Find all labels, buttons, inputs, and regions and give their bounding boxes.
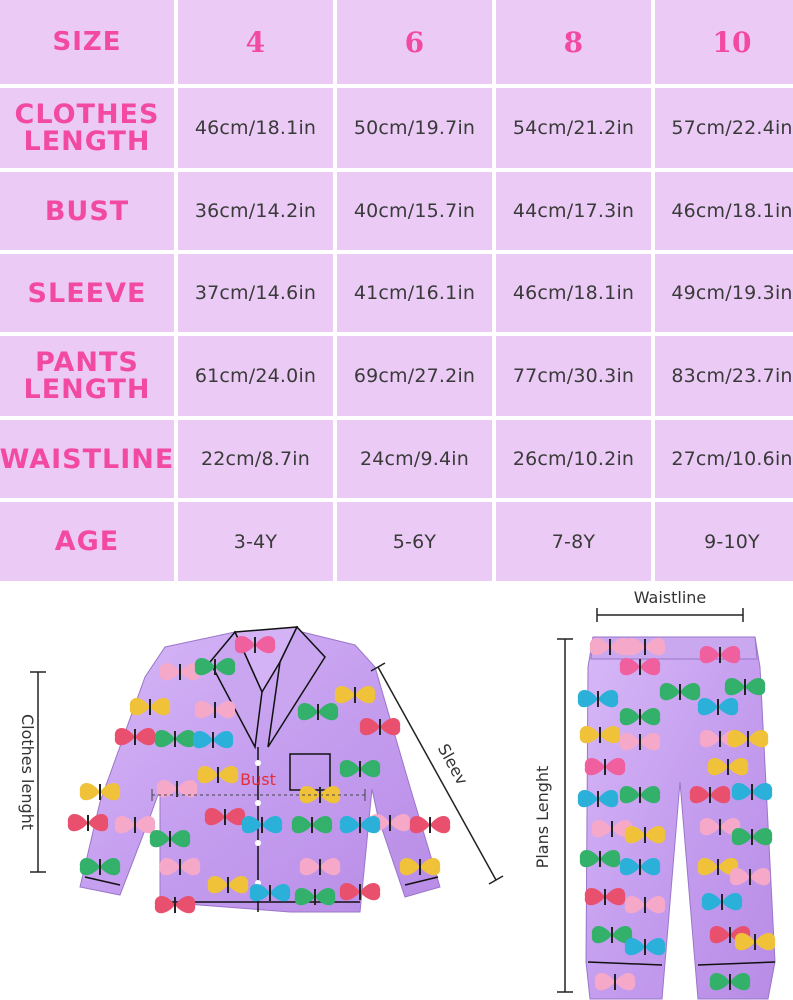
table-cell: [655, 420, 793, 498]
table-cell-text: 49cm/19.3in: [671, 282, 793, 304]
table-cell: [496, 172, 651, 250]
row-label-waistline-text: WAISTLINE: [0, 443, 175, 475]
row-label-sleeve-text: SLEEVE: [27, 277, 147, 309]
table-cell: [655, 254, 793, 332]
table-cell: [337, 172, 492, 250]
table-cell-text: 26cm/10.2in: [512, 448, 635, 470]
size-header-label-text: SIZE: [52, 26, 122, 57]
table-cell-text: 61cm/24.0in: [194, 365, 317, 387]
table-cell-text: 46cm/18.1in: [194, 117, 317, 139]
table-cell: [496, 336, 651, 416]
row-label-bust: [0, 172, 174, 250]
row-label-pants-length-text: PANTS LENGTH: [23, 347, 151, 405]
row-label-age-text: AGE: [54, 526, 120, 557]
table-cell: [337, 336, 492, 416]
table-cell-text: 27cm/10.6in: [671, 448, 793, 470]
table-cell: [337, 88, 492, 168]
size-header-label: [0, 0, 174, 84]
table-cell-text: 77cm/30.3in: [512, 365, 635, 387]
table-cell-text: 9-10Y: [704, 530, 760, 553]
row-label-clothes-length: [0, 88, 174, 168]
table-cell-text: 7-8Y: [551, 530, 596, 553]
bust-label: Bust: [240, 770, 276, 789]
table-cell-text: 5-6Y: [392, 530, 437, 553]
pants-length-label: Plans Lenght: [533, 765, 552, 869]
table-cell-text: 44cm/17.3in: [512, 200, 635, 222]
table-cell: [178, 172, 333, 250]
row-label-clothes-length-text: CLOTHES LENGTH: [14, 99, 160, 157]
table-cell-text: 41cm/16.1in: [353, 282, 476, 304]
sleeve-label: Sleev: [433, 740, 472, 789]
row-label-pants-length: [0, 336, 174, 416]
size-column-4: [178, 0, 333, 84]
pajama-pants: [578, 637, 775, 999]
table-cell: [178, 88, 333, 168]
table-cell-text: 54cm/21.2in: [512, 117, 635, 139]
size-column-8-text: 8: [563, 25, 584, 59]
size-column-10-text: 10: [712, 25, 752, 59]
table-cell: [655, 172, 793, 250]
table-cell-text: 40cm/15.7in: [353, 200, 476, 222]
table-cell-text: 57cm/22.4in: [671, 117, 793, 139]
table-cell: [496, 420, 651, 498]
table-cell-text: 36cm/14.2in: [194, 200, 317, 222]
row-label-bust-text: BUST: [44, 195, 130, 227]
table-cell-text: 37cm/14.6in: [194, 282, 317, 304]
table-cell-text: 46cm/18.1in: [671, 200, 793, 222]
waistline-label: Waistline: [633, 588, 707, 607]
table-cell: [496, 88, 651, 168]
table-cell-text: 22cm/8.7in: [200, 448, 311, 470]
size-column-6-text: 6: [404, 25, 425, 59]
size-column-8: [496, 0, 651, 84]
size-column-4-text: 4: [245, 25, 266, 59]
clothes-length-measure: [18, 672, 46, 872]
table-cell-text: 46cm/18.1in: [512, 282, 635, 304]
pants-length-measure: [533, 639, 573, 992]
row-label-waistline: [0, 420, 174, 498]
table-cell-text: 83cm/23.7in: [671, 365, 793, 387]
table-cell: [178, 336, 333, 416]
table-cell-text: 3-4Y: [233, 530, 278, 553]
table-cell: [337, 254, 492, 332]
size-column-6: [337, 0, 492, 84]
pajama-illustration: [0, 567, 793, 1000]
table-cell: [178, 420, 333, 498]
table-cell: [178, 254, 333, 332]
table-cell: [496, 254, 651, 332]
table-cell-text: 69cm/27.2in: [353, 365, 476, 387]
row-label-sleeve: [0, 254, 174, 332]
table-cell: [655, 336, 793, 416]
table-cell: [655, 88, 793, 168]
size-column-10: [655, 0, 793, 84]
table-cell: [337, 420, 492, 498]
waistline-measure: [597, 588, 743, 622]
table-cell-text: 50cm/19.7in: [353, 117, 476, 139]
clothes-length-label: Clothes lenght: [18, 713, 37, 831]
table-cell-text: 24cm/9.4in: [359, 448, 470, 470]
